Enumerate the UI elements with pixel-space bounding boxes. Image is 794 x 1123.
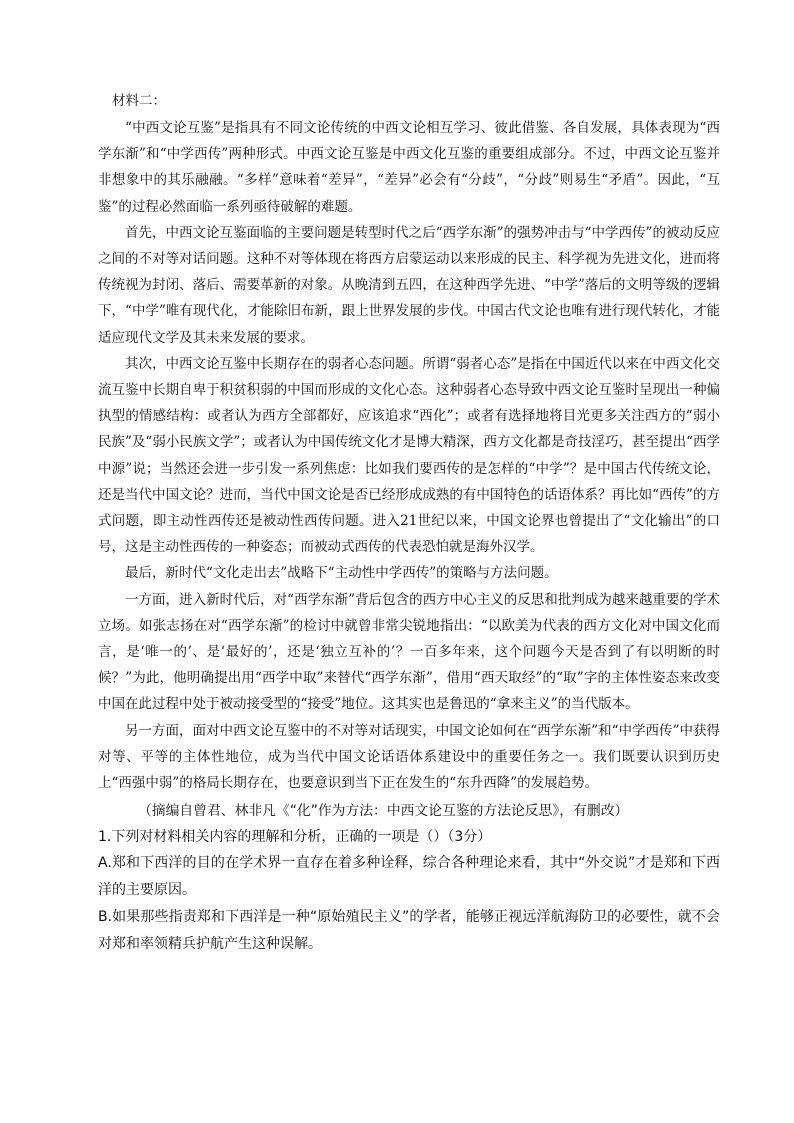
option-b: B.如果那些指责郑和下西洋是一种“原始殖民主义”的学者，能够正视远洋航海防卫的必要性，就不会对郑和率领精兵护航产生这种误解。 (98, 909, 720, 953)
paragraph-third-problem: 最后，新时代“文化走出去”战略下“主动性中学西传”的策略与方法问题。 (125, 565, 558, 582)
material-label: 材料二： (112, 93, 166, 109)
material-body (98, 115, 720, 796)
document-page (98, 90, 720, 958)
paragraph-first-problem: 首先，中西文论互鉴面临的主要问题是转型时代之后“西学东渐”的强势冲击与“中学西传”的被动反应之间的不对等对话问题。这种不对等体现在将西方启蒙运动以来形成的民主、科学视为先进文化，进而将传统视为封闭、落后、需要革新的对象。从晚清到五四，在这种西学先进、“中学”落后的文明等级的逻辑下，“中学”唯有现代化，才能除旧布新，跟上世界发展的步伐。中国古代文论也唯有进行现代转化，才能适应现代文学及其未来发展的要求。 (98, 224, 720, 346)
question-1 (98, 824, 720, 958)
source-citation: （摘编自曾君、林非凡《“化”作为方法：中西文论互鉴的方法论反思》，有删改） (138, 803, 629, 820)
paragraph-intro: “中西文论互鉴”是指具有不同文论传统的中西文论相互学习、彼此借鉴、各自发展，具体表现为“西学东渐”和“中学西传”两种形式。中西文论互鉴是中西文化互鉴的重要组成部分。不过，中西文论互鉴并非想象中的其乐融融。“多样”意味着“差异”，“差异”必会有“分歧”，“分歧”则易生“矛盾”。因此，“互鉴”的过程必然面临一系列亟待破解的难题。 (98, 120, 720, 215)
paragraph-second-problem: 其次，中西文论互鉴中长期存在的弱者心态问题。所谓“弱者心态”是指在中国近代以来在中西文化交流互鉴中长期自卑于积贫积弱的中国而形成的文化心态。这种弱者心态导致中西文论互鉴时呈现出一种偏执型的情感结构：或者认为西方全部都好，应该追求“西化”；或者有选择地将目光更多关注西方的“弱小民族”及“弱小民族文学”；或者认为中国传统文化才是博大精深，西方文化都是奇技淫巧，甚至提出“西学中源”说；当然还会进一步引发一系列焦虑：比如我们要西传的是怎样的“中学”？是中国古代传统文论，还是当代中国文论？进而，当代中国文论是否已经形成成熟的有中国特色的话语体系？再比如“西传”的方式问题，即主动性西传还是被动性西传问题。进入21世纪以来，中国文论界也曾提出了“文化输出”的口号，这是主动性西传的一种姿态；而被动式西传的代表恐怕就是海外汉学。 (98, 355, 720, 556)
paragraph-on-one-hand: 一方面，进入新时代后，对“西学东渐”背后包含的西方中心主义的反思和批判成为越来越重要的学术立场。如张志扬在对“西学东渐”的检讨中就曾非常尖锐地指出：“以欧美为代表的西方文化对中国文化而言，是‘唯一的’、是‘最好的’，还是‘独立互补的’？一百多年来，这个问题今天是否到了有以明断的时候？”为此，他明确提出用“西学中取”来替代“西学东渐”，借用“西天取经”的“取”字的主体性姿态来改变中国在此过程中处于被动接受型的“接受”地位。这其实也是鲁迅的“拿来主义”的当代版本。 (98, 591, 720, 713)
paragraph-on-other-hand: 另一方面，面对中西文论互鉴中的不对等对话现实，中国文论如何在“西学东渐”和“中学西传”中获得对等、平等的主体性地位，成为当代中国文论话语体系建设中的重要任务之一。我们既要认识到历史上“西强中弱”的格局长期存在，也要意识到当下正在发生的“东升西降”的发展趋势。 (98, 722, 720, 792)
question-stem: 1.下列对材料相关内容的理解和分析，正确的一项是（）（3分） (98, 829, 492, 846)
option-a: A.郑和下西洋的目的在学术界一直存在着多种诠释，综合各种理论来看，其中“外交说”才是郑和下西洋的主要原因。 (98, 855, 720, 899)
